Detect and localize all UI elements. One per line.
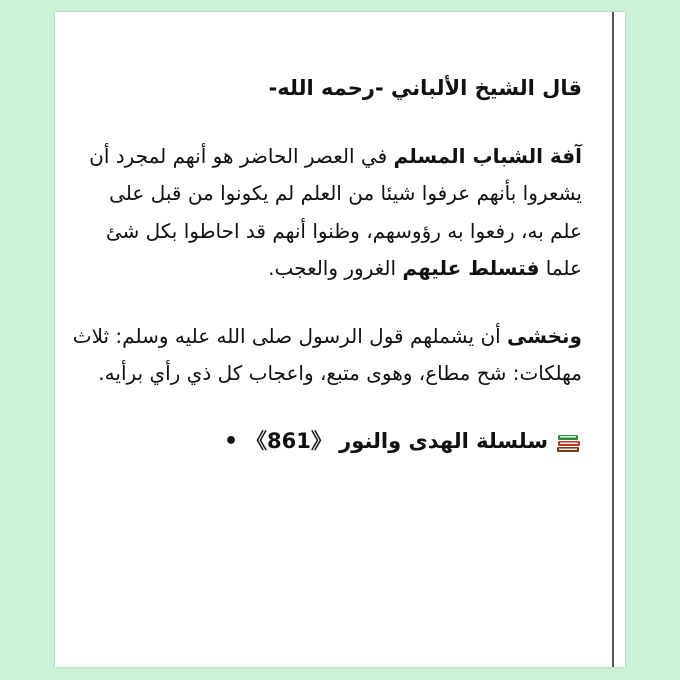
- post-content: [72, 70, 582, 460]
- source-line: [72, 423, 582, 461]
- bullet-mark: •: [223, 428, 239, 454]
- paragraph-2-text: أن يشملهم قول الرسول صلى الله عليه وسلم: ثلاث مهلكات: شح مطاع، وهوى متبع، واعجاب كل ذي رأي برأيه.: [72, 323, 582, 385]
- post-heading: قال الشيخ الألباني -رحمه الله-: [268, 76, 582, 100]
- paragraph-2: [72, 318, 582, 393]
- source-text: سلسلة الهدى والنور 《861》: [246, 428, 548, 453]
- card-edge-line: [612, 12, 614, 667]
- paragraph-1: [72, 138, 582, 288]
- paragraph-1-ending: الغرور والعجب.: [268, 256, 403, 280]
- paragraph-1-emphasis: فتسلط عليهم: [402, 256, 540, 280]
- paragraph-1-lead: آفة الشباب المسلم: [393, 143, 582, 168]
- paragraph-2-lead: ونخشى: [507, 323, 582, 348]
- books-icon: [556, 430, 582, 452]
- paragraph-1-text: في العصر الحاضر هو أنهم لمجرد أن يشعروا بأنهم عرفوا شيئا من العلم لم يكونوا من قبل على علم به، رفعوا به رؤوسهم، وظنوا أنهم قد احاطوا بكل شئ علما: [89, 143, 582, 280]
